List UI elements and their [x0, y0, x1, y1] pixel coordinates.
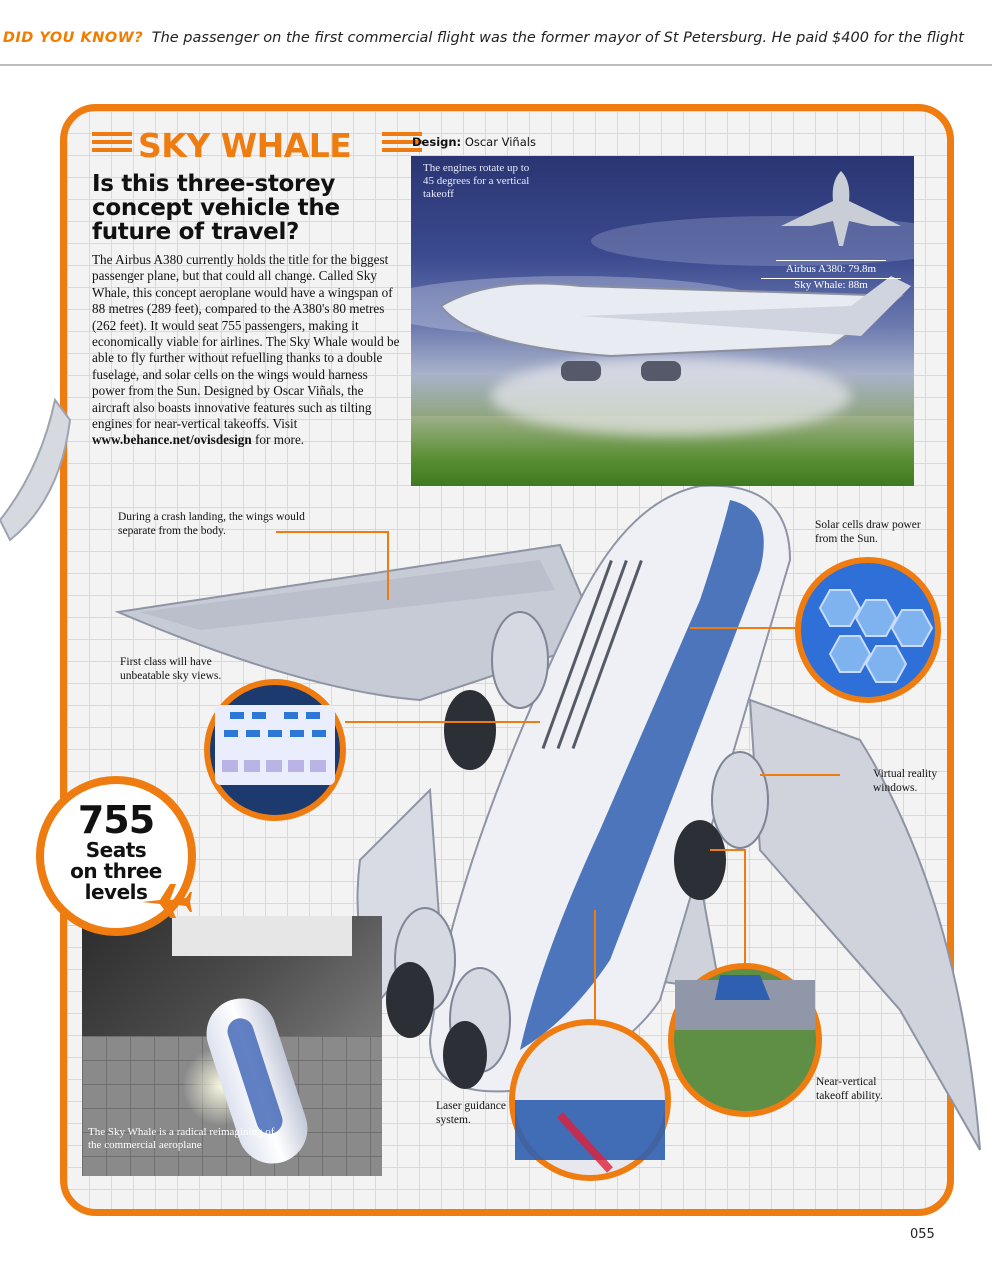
seats-line-2: on three — [70, 859, 162, 883]
design-credit-label: Design: — [412, 135, 462, 149]
article-body — [92, 252, 404, 449]
did-you-know-text: The passenger on the first commercial flight was the former mayor of St Petersburg. He paid $400 for the flight — [151, 30, 964, 46]
hangar-building — [172, 916, 352, 956]
callout-solar-cells: Solar cells draw power from the Sun. — [815, 519, 921, 545]
airplane-icon — [140, 880, 192, 920]
hangar-photo — [82, 916, 382, 1176]
did-you-know-label: DID YOU KNOW? — [2, 30, 144, 46]
scale-sky-whale-label: Sky Whale: 88m — [794, 279, 868, 291]
top-bar — [0, 0, 992, 66]
design-credit-name: Oscar Viñals — [464, 135, 536, 149]
article-url-suffix: for more. — [251, 432, 305, 448]
takeoff-photo-caption: The engines rotate up to 45 degrees for a vertical takeoff — [423, 162, 530, 200]
wingspan-scale — [761, 260, 901, 291]
page-number: 055 — [910, 1227, 935, 1242]
logo-stripes-left — [92, 132, 132, 160]
callout-virtual-windows: Virtual reality windows. — [873, 768, 938, 794]
callout-near-vertical: Near-vertical takeoff ability. — [816, 1076, 883, 1102]
callout-crash-landing: During a crash landing, the wings would separate from the body. — [118, 511, 305, 537]
sky-whale-silhouette-icon — [771, 166, 911, 256]
headline: Is this three-storey concept vehicle the future of travel? — [92, 171, 340, 245]
laser-guidance-detail — [512, 1022, 668, 1178]
first-class-detail — [207, 682, 343, 818]
solar-cells-detail — [798, 560, 938, 700]
did-you-know — [3, 30, 964, 46]
seats-number: 755 — [77, 798, 155, 842]
callout-first-class: First class will have unbeatable sky views. — [120, 656, 222, 682]
section-title: SKY WHALE — [138, 126, 352, 165]
article-url[interactable]: www.behance.net/ovisdesign — [92, 432, 252, 448]
takeoff-detail — [671, 966, 819, 1114]
seats-line-1: Seats — [85, 838, 147, 862]
takeoff-plane — [431, 276, 914, 436]
takeoff-photo — [411, 156, 914, 486]
design-credit — [412, 135, 536, 149]
hangar-photo-caption: The Sky Whale is a radical reimagining of the commercial aeroplane — [88, 1126, 275, 1151]
scale-a380-label: Airbus A380: 79.8m — [785, 263, 877, 275]
wing-tip-left — [0, 400, 70, 540]
article-body-text: The Airbus A380 currently holds the title for the biggest passenger plane, but that could all change. Called Sky Whale, this concept aeroplane would have a wingspan of 88 metres (289 feet), compared to the A380's 80 metres (262 feet). It would seat 755 passengers, making it economically viable for airlines. The Sky Whale would be able to fly further without refuelling thanks to a double fuselage, and solar cells on the wings would harness power from the Sun. Designed by Oscar Viñals, the aircraft also boasts innovative features such as tilting engines for near-vertical takeoffs. Visit — [92, 252, 400, 432]
seats-line-3: levels — [84, 880, 148, 904]
callout-laser-guidance: Laser guidance system. — [436, 1100, 506, 1126]
